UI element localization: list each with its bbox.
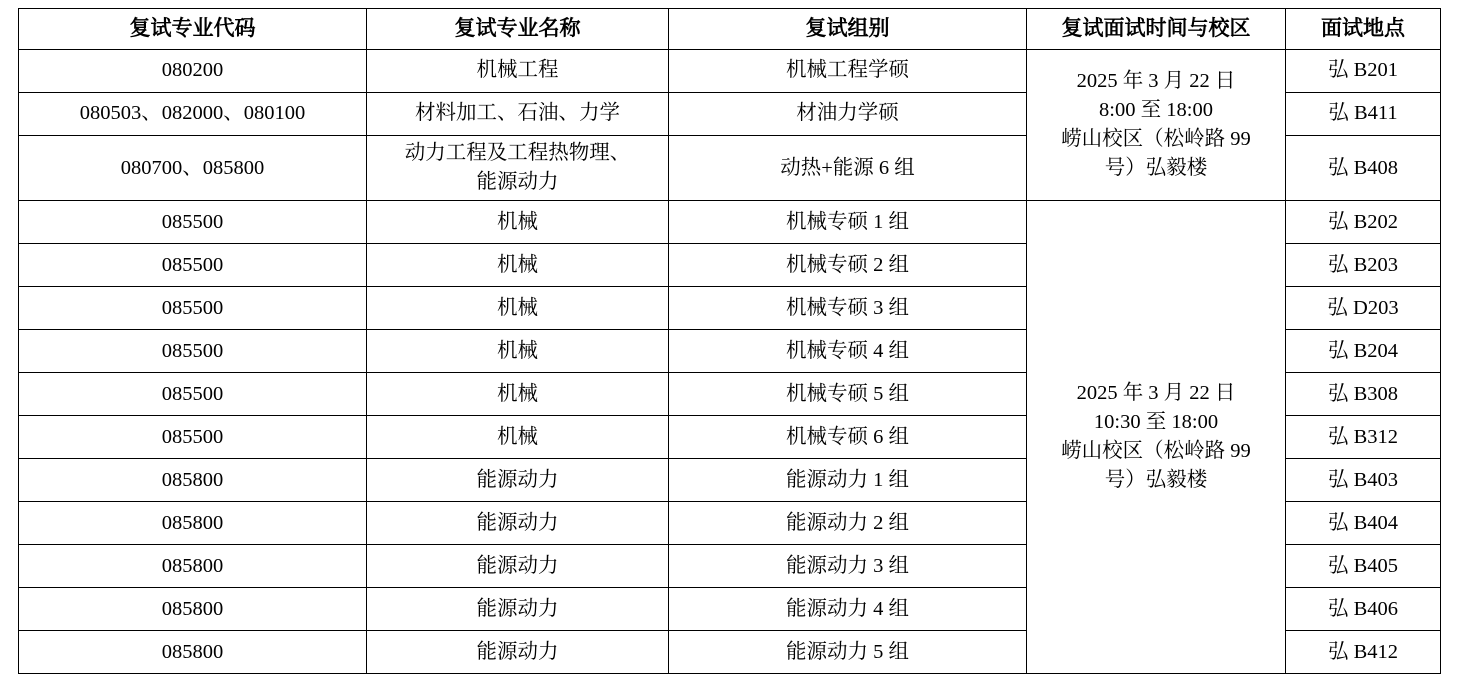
cell-major-name: 能源动力 bbox=[367, 588, 669, 631]
cell-location: 弘 B405 bbox=[1286, 545, 1441, 588]
cell-major-code: 085500 bbox=[19, 416, 367, 459]
cell-major-name: 机械 bbox=[367, 373, 669, 416]
table-row bbox=[19, 201, 1441, 244]
cell-group: 机械专硕 5 组 bbox=[669, 373, 1027, 416]
cell-major-name: 机械 bbox=[367, 244, 669, 287]
time-line: 号）弘毅楼 bbox=[1104, 157, 1208, 180]
cell-group: 能源动力 3 组 bbox=[669, 545, 1027, 588]
cell-major-name: 机械工程 bbox=[367, 50, 669, 93]
column-header-time-campus: 复试面试时间与校区 bbox=[1027, 9, 1286, 50]
table-header bbox=[19, 9, 1441, 50]
cell-location: 弘 B411 bbox=[1286, 93, 1441, 136]
cell-major-name: 能源动力 bbox=[367, 459, 669, 502]
cell-major-name: 能源动力 bbox=[367, 631, 669, 674]
cell-major-code: 080200 bbox=[19, 50, 367, 93]
column-header-group: 复试组别 bbox=[669, 9, 1027, 50]
cell-major-name: 机械 bbox=[367, 287, 669, 330]
table-header-row bbox=[19, 9, 1441, 50]
document-page bbox=[0, 8, 1459, 663]
cell-group: 机械专硕 1 组 bbox=[669, 201, 1027, 244]
cell-location: 弘 B403 bbox=[1286, 459, 1441, 502]
cell-major-code: 085500 bbox=[19, 373, 367, 416]
cell-major-name: 机械 bbox=[367, 201, 669, 244]
cell-location: 弘 B308 bbox=[1286, 373, 1441, 416]
cell-location: 弘 B404 bbox=[1286, 502, 1441, 545]
cell-location: 弘 B406 bbox=[1286, 588, 1441, 631]
cell-location: 弘 B408 bbox=[1286, 136, 1441, 201]
time-line: 号）弘毅楼 bbox=[1104, 469, 1208, 492]
cell-time-campus bbox=[1027, 50, 1286, 201]
cell-location: 弘 B312 bbox=[1286, 416, 1441, 459]
cell-group: 能源动力 4 组 bbox=[669, 588, 1027, 631]
time-line: 2025 年 3 月 22 日 bbox=[1076, 69, 1236, 92]
cell-major-code: 085500 bbox=[19, 244, 367, 287]
cell-major-code: 085800 bbox=[19, 459, 367, 502]
interview-schedule-table bbox=[18, 8, 1441, 674]
cell-major-code: 085500 bbox=[19, 201, 367, 244]
time-line: 8:00 至 18:00 bbox=[1099, 99, 1213, 121]
cell-group: 机械专硕 2 组 bbox=[669, 244, 1027, 287]
table-body bbox=[19, 50, 1441, 674]
cell-group: 能源动力 5 组 bbox=[669, 631, 1027, 674]
time-line: 2025 年 3 月 22 日 bbox=[1076, 382, 1236, 404]
cell-major-name: 能源动力 bbox=[367, 502, 669, 545]
cell-group: 机械专硕 3 组 bbox=[669, 287, 1027, 330]
cell-group: 机械专硕 4 组 bbox=[669, 330, 1027, 373]
cell-location: 弘 B203 bbox=[1286, 244, 1441, 287]
cell-major-code: 085800 bbox=[19, 631, 367, 674]
time-line: 崂山校区（松岭路 99 bbox=[1061, 440, 1251, 463]
cell-group: 机械专硕 6 组 bbox=[669, 416, 1027, 459]
cell-group: 材油力学硕 bbox=[669, 93, 1027, 136]
cell-major-name: 动力工程及工程热物理、 能源动力 bbox=[367, 136, 669, 201]
cell-group: 能源动力 1 组 bbox=[669, 459, 1027, 502]
cell-location: 弘 B204 bbox=[1286, 330, 1441, 373]
column-header-major-code: 复试专业代码 bbox=[19, 9, 367, 50]
cell-major-name: 材料加工、石油、力学 bbox=[367, 93, 669, 136]
time-line: 崂山校区（松岭路 99 bbox=[1061, 128, 1251, 151]
cell-major-code: 080503、082000、080100 bbox=[19, 93, 367, 136]
table-row bbox=[19, 50, 1441, 93]
cell-major-name: 机械 bbox=[367, 416, 669, 459]
cell-location: 弘 D203 bbox=[1286, 287, 1441, 330]
cell-major-code: 085800 bbox=[19, 588, 367, 631]
cell-major-code: 080700、085800 bbox=[19, 136, 367, 201]
cell-group: 机械工程学硕 bbox=[669, 50, 1027, 93]
cell-group: 能源动力 2 组 bbox=[669, 502, 1027, 545]
cell-location: 弘 B201 bbox=[1286, 50, 1441, 93]
cell-major-name: 能源动力 bbox=[367, 545, 669, 588]
column-header-location: 面试地点 bbox=[1286, 9, 1441, 50]
cell-major-code: 085500 bbox=[19, 287, 367, 330]
cell-location: 弘 B202 bbox=[1286, 201, 1441, 244]
cell-major-name: 机械 bbox=[367, 330, 669, 373]
cell-group: 动热+能源 6 组 bbox=[669, 136, 1027, 201]
cell-time-campus bbox=[1027, 201, 1286, 674]
cell-major-code: 085800 bbox=[19, 502, 367, 545]
time-line: 10:30 至 18:00 bbox=[1093, 411, 1219, 434]
column-header-major-name: 复试专业名称 bbox=[367, 9, 669, 50]
cell-major-code: 085500 bbox=[19, 330, 367, 373]
cell-major-code: 085800 bbox=[19, 545, 367, 588]
cell-location: 弘 B412 bbox=[1286, 631, 1441, 674]
